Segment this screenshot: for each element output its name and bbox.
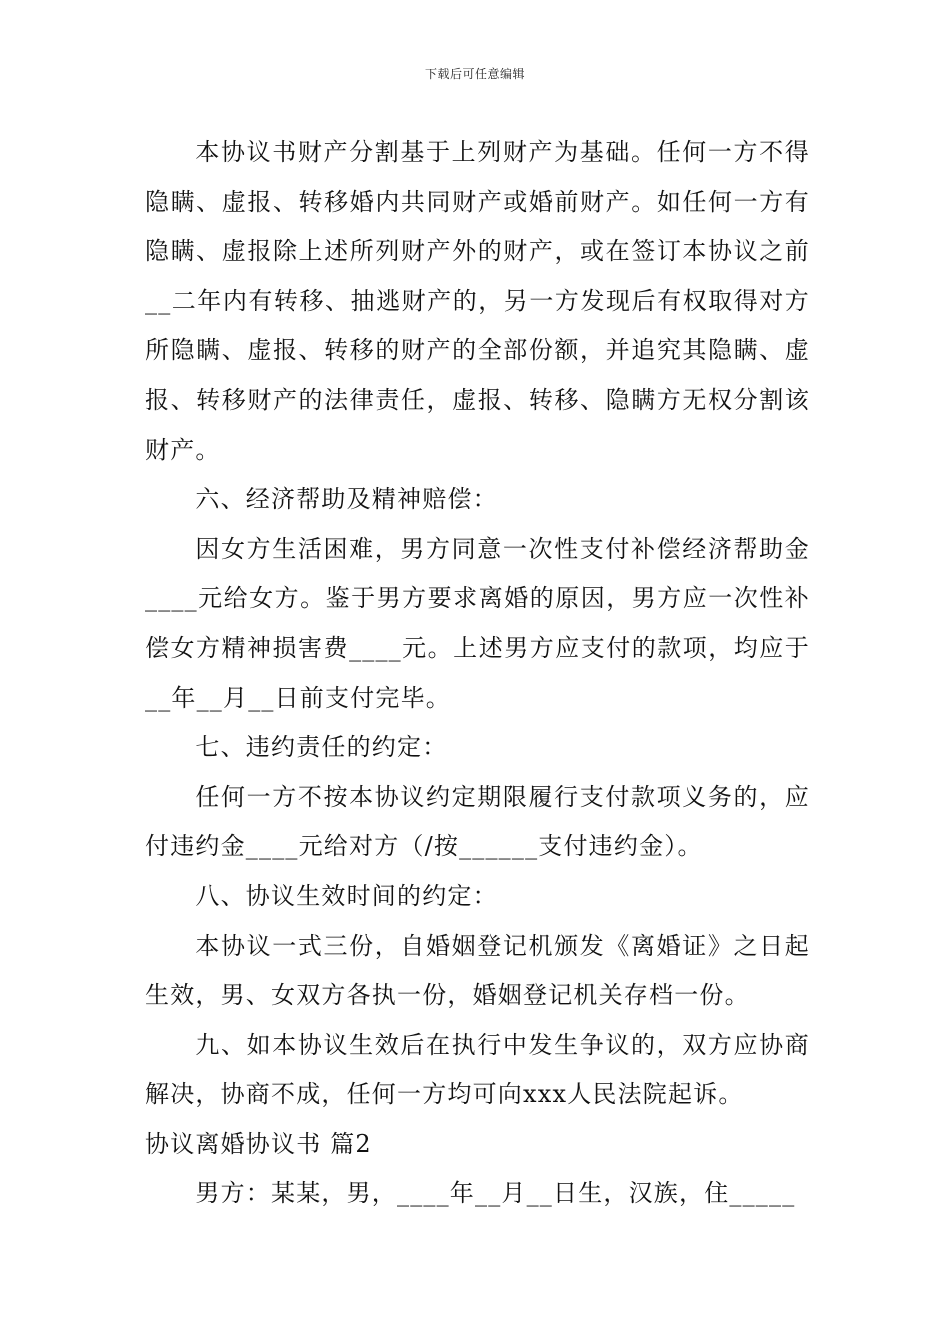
paragraph-effective-time: 本协议一式三份，自婚姻登记机颁发《离婚证》之日起生效，男、女双方各执一份，婚姻登记机关存档一份。: [145, 931, 810, 1010]
heading-breach-liability: 七、违约责任的约定：: [195, 733, 448, 762]
page-header-note: 下载后可任意编辑: [424, 67, 525, 81]
paragraph-economic-help: 因女方生活困难，男方同意一次性支付补偿经济帮助金____元给女方。鉴于男方要求离婚的原因，男方应一次性补偿女方精神损害费____元。上述男方应支付的款项，均应于__年__月__日前支付完毕。: [145, 534, 810, 712]
document-body: [145, 128, 810, 1219]
paragraph-property-clause: 本协议书财产分割基于上列财产为基础。任何一方不得隐瞒、虚报、转移婚内共同财产或婚前财产。如任何一方有隐瞒、虚报除上述所列财产外的财产，或在签订本协议之前__二年内有转移、抽逃财产的，另一方发现后有权取得对方所隐瞒、虚报、转移的财产的全部份额，并追究其隐瞒、虚报、转移财产的法律责任，虚报、转移、隐瞒方无权分割该财产。: [145, 138, 810, 464]
section-title-part-2: 协议离婚协议书 篇2: [145, 1129, 372, 1158]
paragraph-male-party: 男方：某某，男，____年__月__日生，汉族，住_____: [195, 1179, 796, 1208]
heading-economic-help: 六、经济帮助及精神赔偿：: [195, 485, 498, 514]
paragraph-dispute-resolution: 九、如本协议生效后在执行中发生争议的，双方应协商解决，协商不成，任何一方均可向xxx人民法院起诉。: [145, 1030, 810, 1109]
paragraph-breach-liability: 任何一方不按本协议约定期限履行支付款项义务的，应付违约金____元给对方（/按______支付违约金）。: [145, 782, 810, 861]
heading-effective-time: 八、协议生效时间的约定：: [195, 881, 498, 910]
